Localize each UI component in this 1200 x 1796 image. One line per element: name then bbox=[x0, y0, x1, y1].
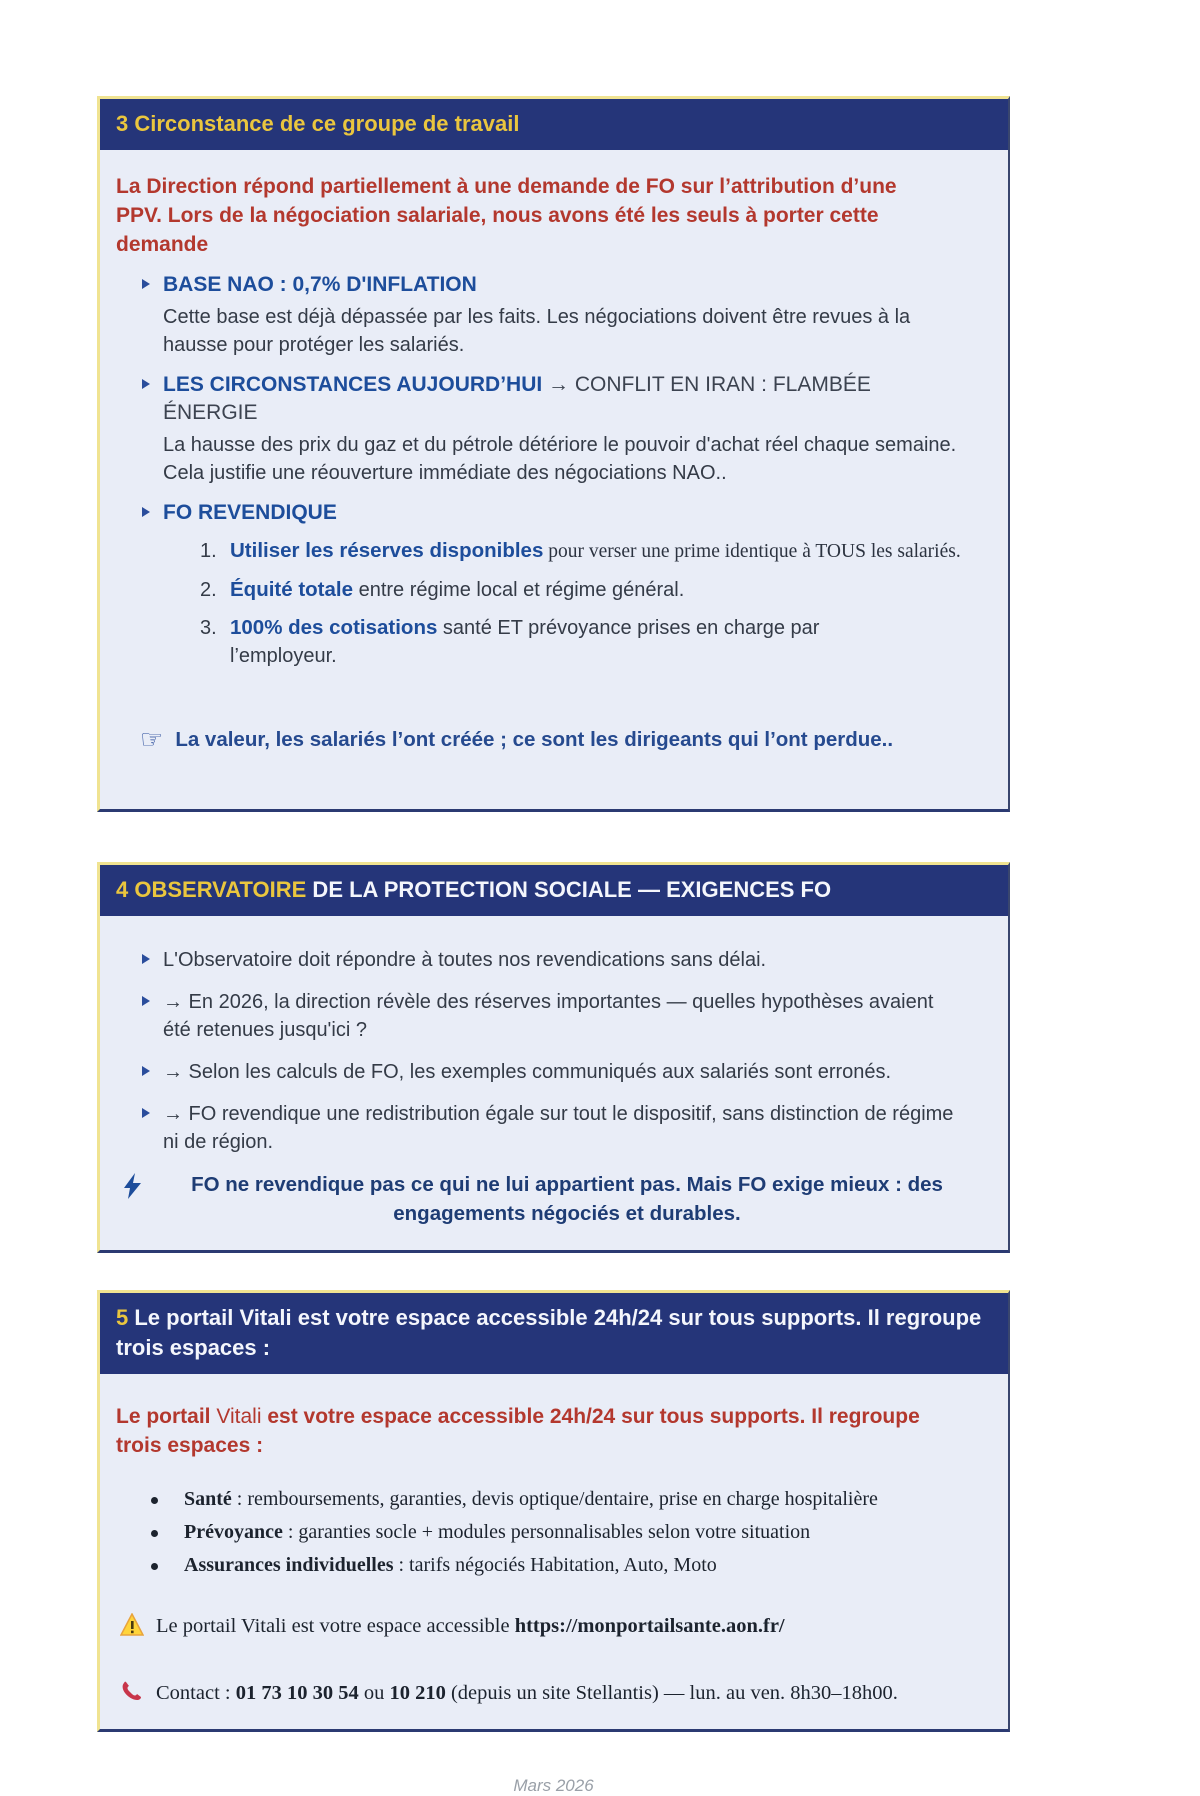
s4-bullet-3-text: → Selon les calculs de FO, les exemples communiqués aux salariés sont erronés. bbox=[163, 1061, 892, 1083]
s5-lead-bold2: est votre espace accessible 24h/24 sur tous supports. Il regroupe trois espaces : bbox=[116, 1405, 920, 1457]
page-footer-date: Mars 2026 bbox=[513, 1776, 594, 1795]
section-gap bbox=[97, 1253, 1010, 1290]
s3-hand-note-text: La valeur, les salariés l’ont créée ; ce sont les dirigeants qui l’ont perdue.. bbox=[175, 728, 894, 751]
list-bold-text: Prévoyance bbox=[184, 1521, 283, 1543]
list-rest-text: santé ET prévoyance prises en charge par l’employeur. bbox=[230, 617, 820, 667]
s3-bullet-base-nao bbox=[142, 271, 962, 299]
section-5-header bbox=[100, 1293, 1008, 1374]
section-5-portail-vitali bbox=[97, 1290, 1010, 1732]
section-3-circonstance bbox=[97, 96, 1010, 812]
s3-bullet-circonstances-title bbox=[163, 371, 962, 427]
s4-bullet-1 bbox=[142, 946, 962, 974]
section-5-body bbox=[100, 1374, 1008, 1729]
section-4-observatoire bbox=[97, 862, 1010, 1253]
contact-mid-text: ou bbox=[358, 1682, 390, 1704]
section-4-title-gold: 4 OBSERVATOIRE bbox=[116, 877, 307, 902]
s3-hand-note bbox=[140, 726, 988, 753]
s3-list-item-1 bbox=[200, 537, 988, 566]
s3-circonstances-rest: → CONFLIT EN IRAN : FLAMBÉE ÉNERGIE bbox=[163, 373, 871, 424]
s3-bullet-fo-revendique bbox=[142, 499, 962, 527]
triangle-bullet-icon bbox=[142, 954, 150, 964]
s4-bullet-4-text: → FO revendique une redistribution égale sur tout le dispositif, sans distinction de régime ni de région. bbox=[163, 1103, 954, 1153]
s5-lead-paragraph bbox=[116, 1402, 946, 1460]
content-column bbox=[97, 96, 1010, 1796]
s4-conclusion-text: FO ne revendique pas ce qui ne lui appartient pas. Mais FO exige mieux : des engagements négociés et durables. bbox=[191, 1173, 943, 1225]
contact-short-number: 10 210 bbox=[389, 1682, 446, 1704]
list-text bbox=[230, 614, 870, 670]
section-4-body bbox=[100, 916, 1008, 1250]
list-rest-text: : garanties socle + modules personnalisables selon votre situation bbox=[282, 1521, 811, 1543]
triangle-bullet-icon bbox=[142, 1066, 150, 1076]
list-bold-text: 100% des cotisations bbox=[230, 616, 438, 639]
s5-warning-line bbox=[120, 1613, 988, 1640]
s3-lead-paragraph: La Direction répond partiellement à une demande de FO sur l’attribution d’une PPV. Lors de la négociation salariale, nous avons été les seuls à porter cette demande bbox=[116, 175, 897, 256]
s4-bullet-2-text: → En 2026, la direction révèle des réserves importantes — quelles hypothèses avaient été retenues jusqu'ici ? bbox=[163, 991, 934, 1041]
s3-fo-revendique-title: FO REVENDIQUE bbox=[163, 501, 337, 524]
s3-circonstances-bold: LES CIRCONSTANCES AUJOURD’HUI bbox=[163, 373, 543, 396]
list-text bbox=[230, 537, 961, 566]
list-bold-text: Assurances individuelles bbox=[184, 1554, 394, 1576]
list-rest-text: : tarifs négociés Habitation, Auto, Moto bbox=[393, 1554, 717, 1576]
list-rest-text: : remboursements, garanties, devis optique/dentaire, prise en charge hospitalière bbox=[231, 1488, 878, 1510]
s3-list-item-3 bbox=[200, 614, 988, 670]
s5-lead-normal: Vitali bbox=[216, 1405, 262, 1428]
s4-bullet-1-text: L'Observatoire doit répondre à toutes nos revendications sans délai. bbox=[163, 949, 767, 971]
s3-bullet-circonstances bbox=[142, 371, 962, 427]
s4-conclusion bbox=[124, 1170, 988, 1228]
section-3-header bbox=[100, 99, 1008, 150]
list-text bbox=[230, 576, 684, 604]
list-item-assurances bbox=[184, 1552, 964, 1579]
list-number: 3. bbox=[200, 617, 217, 639]
section-4-title-rest: DE LA PROTECTION SOCIALE — EXIGENCES FO bbox=[306, 877, 832, 902]
list-rest-text: pour verser une prime identique à TOUS les salariés. bbox=[543, 541, 961, 562]
list-rest-text: entre régime local et régime général. bbox=[353, 579, 685, 601]
list-item-prevoyance bbox=[184, 1519, 964, 1546]
s4-bullet-4 bbox=[142, 1100, 962, 1156]
s3-bullet-base-nao-title: BASE NAO : 0,7% D'INFLATION bbox=[163, 273, 477, 296]
section-gap bbox=[97, 812, 1010, 862]
pointing-hand-icon: ☞ bbox=[140, 724, 164, 754]
s5-contact-line bbox=[120, 1680, 988, 1707]
list-number: 1. bbox=[200, 540, 217, 562]
s5-offer-list bbox=[116, 1486, 988, 1579]
triangle-bullet-icon bbox=[142, 996, 150, 1006]
contact-pre-text: Contact : bbox=[156, 1682, 236, 1704]
triangle-bullet-icon bbox=[142, 1108, 150, 1118]
s3-circonstances-paragraph: La hausse des prix du gaz et du pétrole détériore le pouvoir d'achat réel chaque semaine. Cela justifie une réouverture immédiate des négociations NAO.. bbox=[163, 434, 957, 484]
triangle-bullet-icon bbox=[142, 279, 150, 289]
section-3-title: 3 Circonstance de ce groupe de travail bbox=[116, 111, 520, 136]
triangle-bullet-icon bbox=[142, 379, 150, 389]
s5-warning-text bbox=[156, 1613, 785, 1640]
list-item-sante bbox=[184, 1486, 964, 1513]
warning-pre-text: Le portail Vitali est votre espace accessible bbox=[156, 1615, 515, 1637]
warning-icon bbox=[120, 1613, 144, 1636]
contact-post-text: (depuis un site Stellantis) — lun. au ven. 8h30–18h00. bbox=[445, 1682, 898, 1704]
s4-bullet-3 bbox=[142, 1058, 962, 1086]
list-bold-text: Santé bbox=[184, 1488, 232, 1510]
s5-lead-bold1: Le portail bbox=[116, 1405, 217, 1428]
contact-phone-number: 01 73 10 30 54 bbox=[235, 1682, 359, 1704]
s3-base-nao-paragraph: Cette base est déjà dépassée par les faits. Les négociations doivent être revues à la hausse pour protéger les salariés. bbox=[163, 306, 911, 356]
s3-list-item-2 bbox=[200, 576, 988, 604]
section-5-title-rest: Le portail Vitali est votre espace accessible 24h/24 sur tous supports. Il regroupe trois espaces : bbox=[116, 1305, 982, 1360]
portal-url-link[interactable]: https://monportailsante.aon.fr/ bbox=[514, 1615, 785, 1637]
triangle-bullet-icon bbox=[142, 507, 150, 517]
s5-contact-text bbox=[156, 1680, 898, 1707]
list-bold-text: Utiliser les réserves disponibles bbox=[230, 539, 544, 562]
s4-bullet-2 bbox=[142, 988, 962, 1044]
section-4-header bbox=[100, 865, 1008, 916]
lightning-icon bbox=[124, 1173, 142, 1199]
list-bold-text: Équité totale bbox=[230, 578, 354, 601]
section-5-title-gold: 5 bbox=[116, 1305, 129, 1330]
section-3-body bbox=[100, 150, 1008, 809]
list-number: 2. bbox=[200, 579, 217, 601]
phone-icon bbox=[120, 1680, 144, 1704]
